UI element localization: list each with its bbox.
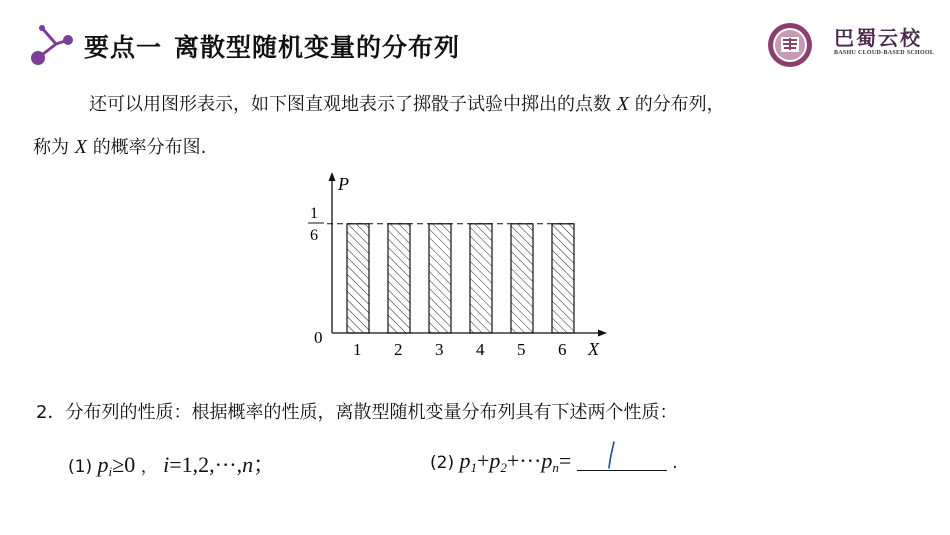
molecule-icon xyxy=(28,22,74,68)
p2-period: . xyxy=(672,453,678,473)
line1-variable: X xyxy=(616,93,629,115)
page-title xyxy=(84,28,460,64)
p2-plus-ellipsis: +··· xyxy=(506,448,542,473)
p1-geq-zero: ≥0 xyxy=(112,452,136,477)
origin-label: 0 xyxy=(314,328,323,347)
bar-4 xyxy=(470,224,492,333)
p1-sub-i: i xyxy=(108,464,113,479)
property-1-index-range xyxy=(163,452,275,477)
answer-blank xyxy=(577,450,667,471)
p1-comma: ， xyxy=(140,457,158,477)
bar-2 xyxy=(388,224,410,333)
handwritten-answer-mark xyxy=(605,440,619,470)
p1-n: n xyxy=(242,452,254,477)
p1-end: ； xyxy=(253,452,276,477)
bar-5 xyxy=(511,224,533,333)
y-tick-denominator: 6 xyxy=(310,227,318,244)
x-tick-label-1: 1 xyxy=(353,340,362,359)
p2-equals: = xyxy=(558,448,572,473)
x-tick-label-5: 5 xyxy=(517,340,526,359)
p2-p2: p xyxy=(489,448,501,473)
property-1 xyxy=(68,448,275,480)
p1-range: =1,2,···, xyxy=(169,452,243,477)
line2-text-b: 的概率分布图. xyxy=(92,137,207,158)
title-prefix: 要点一 xyxy=(84,33,163,62)
line2-variable: X xyxy=(74,136,87,158)
y-axis-arrow xyxy=(329,172,336,181)
y-tick-numerator: 1 xyxy=(310,205,318,222)
x-tick-label-3: 3 xyxy=(435,340,444,359)
logo-subtitle: BASHU CLOUD-BASED SCHOOL xyxy=(834,50,935,56)
line2-text-a: 称为 xyxy=(33,137,69,158)
y-axis-label: P xyxy=(338,174,349,194)
bar-3 xyxy=(429,224,451,333)
probability-distribution-chart xyxy=(300,168,620,363)
title-main: 离散型随机变量的分布列 xyxy=(174,33,461,62)
x-tick-label-4: 4 xyxy=(476,340,485,359)
x-axis-label: X xyxy=(588,339,599,359)
property-1-formula xyxy=(98,452,141,477)
property-2 xyxy=(430,448,678,476)
section-2-heading: 2．分布列的性质：根据概率的性质，离散型随机变量分布列具有下述两个性质： xyxy=(36,402,678,423)
line1-text-b: 的分布列， xyxy=(634,94,725,115)
property-2-formula xyxy=(460,448,577,473)
p2-p1: p xyxy=(459,448,471,473)
x-axis-arrow xyxy=(598,330,607,337)
logo-name: 巴蜀云校 xyxy=(834,26,922,50)
p2-plus: + xyxy=(477,448,490,473)
x-tick-label-2: 2 xyxy=(394,340,403,359)
x-tick-label-6: 6 xyxy=(558,340,567,359)
paragraph-line-1 xyxy=(89,90,725,116)
p2-sub-1: 1 xyxy=(470,460,477,475)
bar-1 xyxy=(347,224,369,333)
p2-sub-n: n xyxy=(552,460,559,475)
paragraph-line-2 xyxy=(33,133,206,159)
p2-sub-2: 2 xyxy=(500,460,507,475)
p1-i: i xyxy=(163,452,170,477)
line1-text-a: 还可以用图形表示，如下图直观地表示了掷骰子试验中掷出的点数 xyxy=(89,94,611,115)
p2-pn: p xyxy=(541,448,553,473)
bar-6 xyxy=(552,224,574,333)
property-1-label: (1) xyxy=(68,457,93,477)
p1-p: p xyxy=(97,452,109,477)
property-2-label: (2) xyxy=(430,453,455,473)
